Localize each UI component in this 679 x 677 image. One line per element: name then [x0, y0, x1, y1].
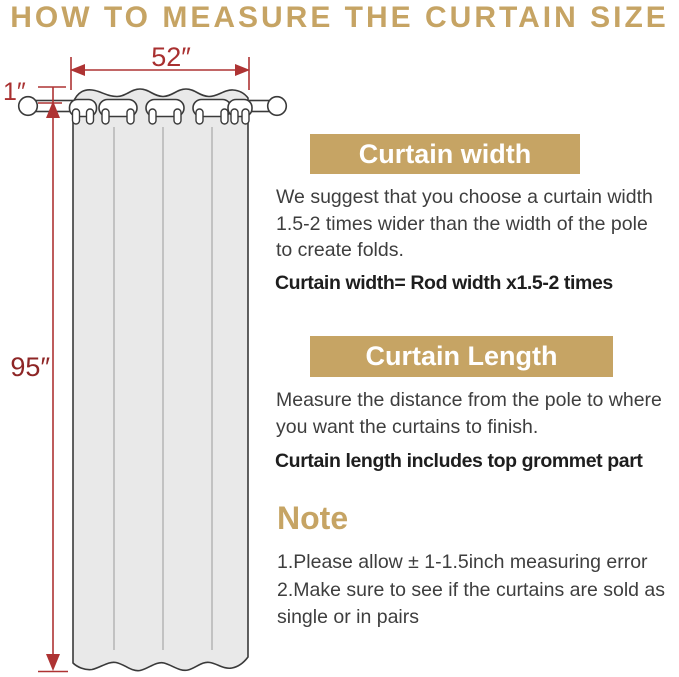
grommet-loop — [231, 109, 238, 124]
arrowhead-left-icon — [70, 64, 85, 76]
rod-finial-right — [268, 97, 287, 116]
note-list — [277, 549, 679, 632]
grommet-measurement-label: 1″ — [3, 78, 26, 106]
grommet-loop — [73, 109, 80, 124]
note-item-2: 2.Make sure to see if the curtains are sold as single or in pairs — [277, 578, 666, 628]
grommet-loop — [196, 109, 203, 124]
grommet-loop — [87, 109, 94, 124]
curtain-length-body: Measure the distance from the pole to where you want the curtains to finish. — [276, 389, 662, 438]
curtain-length-formula: Curtain length includes top grommet part — [275, 450, 643, 472]
curtain-width-heading: Curtain width — [310, 134, 580, 174]
grommet-loop — [174, 109, 181, 124]
curtain-diagram — [0, 0, 300, 677]
curtain-width-formula: Curtain width= Rod width x1.5-2 times — [275, 272, 613, 294]
curtain-length-heading: Curtain Length — [310, 336, 613, 377]
arrowhead-down-icon — [46, 654, 60, 671]
grommet-loop — [221, 109, 228, 124]
note-item-1: 1.Please allow ± 1-1.5inch measuring error — [277, 551, 648, 573]
grommet-loop — [242, 109, 249, 124]
curtain-panel — [73, 89, 248, 671]
grommet-loop — [149, 109, 156, 124]
page-title: HOW TO MEASURE THE CURTAIN SIZE — [10, 1, 669, 34]
length-measurement-label: 95″ — [10, 352, 50, 382]
note-heading: Note — [277, 500, 349, 536]
grommet-loop — [127, 109, 134, 124]
width-measurement-label: 52″ — [151, 42, 191, 72]
arrowhead-right-icon — [235, 64, 250, 76]
grommet-loop — [102, 109, 109, 124]
curtain-width-body: We suggest that you choose a curtain width 1.5-2 times wider than the width of the pole to create folds. — [276, 186, 653, 261]
